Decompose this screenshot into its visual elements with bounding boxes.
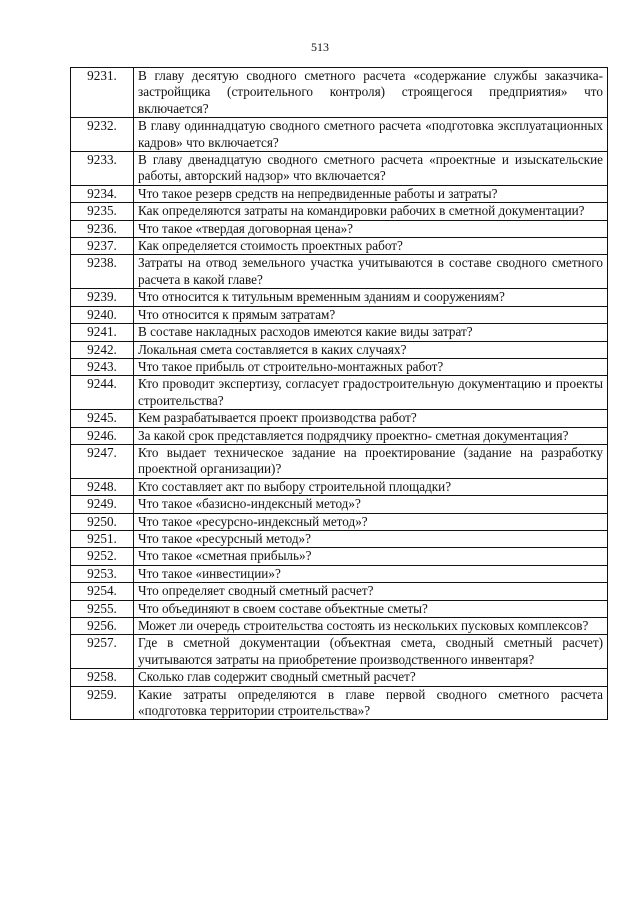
question-text: Кто проводит экспертизу, согласует градостроительную документацию и проекты строительства? (134, 376, 608, 410)
questions-table (70, 67, 608, 720)
question-text: Что такое «ресурсный метод»? (134, 530, 608, 547)
question-text: Что такое резерв средств на непредвиденные работы и затраты? (134, 185, 608, 202)
table-row (71, 427, 608, 444)
question-text: В главу одиннадцатую сводного сметного расчета «подготовка эксплуатационных кадров» что включается? (134, 118, 608, 152)
table-row (71, 255, 608, 289)
question-number: 9245. (71, 410, 134, 427)
question-number: 9253. (71, 565, 134, 582)
table-row (71, 358, 608, 375)
table-row (71, 548, 608, 565)
table-row (71, 324, 608, 341)
question-number: 9246. (71, 427, 134, 444)
question-number: 9258. (71, 669, 134, 686)
table-row (71, 118, 608, 152)
question-text: Что относится к прямым затратам? (134, 306, 608, 323)
table-row (71, 152, 608, 186)
table-row (71, 565, 608, 582)
question-text: Что определяет сводный сметный расчет? (134, 583, 608, 600)
question-text: Где в сметной документации (объектная смета, сводный сметный расчет) учитываются затраты на приобретение производственного инвентаря? (134, 635, 608, 669)
table-row (71, 444, 608, 478)
question-number: 9252. (71, 548, 134, 565)
table-row (71, 238, 608, 255)
question-number: 9234. (71, 185, 134, 202)
question-text: Что такое «инвестиции»? (134, 565, 608, 582)
question-number: 9236. (71, 220, 134, 237)
question-text: Как определяются затраты на командировки рабочих в сметной документации? (134, 203, 608, 220)
table-row (71, 185, 608, 202)
question-text: За какой срок представляется подрядчику проектно- сметная документация? (134, 427, 608, 444)
question-number: 9257. (71, 635, 134, 669)
question-number: 9256. (71, 618, 134, 635)
question-text: Как определяется стоимость проектных работ? (134, 238, 608, 255)
question-number: 9247. (71, 444, 134, 478)
question-text: Что относится к титульным временным зданиям и сооружениям? (134, 289, 608, 306)
question-text: В составе накладных расходов имеются какие виды затрат? (134, 324, 608, 341)
question-text: Сколько глав содержит сводный сметный расчет? (134, 669, 608, 686)
question-number: 9243. (71, 358, 134, 375)
question-text: Что объединяют в своем составе объектные сметы? (134, 600, 608, 617)
table-row (71, 669, 608, 686)
table-row (71, 583, 608, 600)
question-text: Что такое «базисно-индексный метод»? (134, 496, 608, 513)
table-row (71, 203, 608, 220)
question-text: Кто выдает техническое задание на проектирование (задание на разработку проектной организации)? (134, 444, 608, 478)
page-number: 513 (311, 40, 329, 54)
question-number: 9235. (71, 203, 134, 220)
question-number: 9242. (71, 341, 134, 358)
question-number: 9259. (71, 686, 134, 720)
table-row (71, 376, 608, 410)
question-text: Кем разрабатывается проект производства работ? (134, 410, 608, 427)
question-number: 9232. (71, 118, 134, 152)
question-number: 9240. (71, 306, 134, 323)
table-row (71, 410, 608, 427)
question-text: Кто составляет акт по выбору строительной площадки? (134, 478, 608, 495)
table-row (71, 478, 608, 495)
table-row (71, 530, 608, 547)
table-row (71, 220, 608, 237)
question-text: Затраты на отвод земельного участка учитываются в составе сводного сметного расчета в какой главе? (134, 255, 608, 289)
question-number: 9238. (71, 255, 134, 289)
question-text: Что такое «сметная прибыль»? (134, 548, 608, 565)
question-number: 9249. (71, 496, 134, 513)
questions-table-body (71, 68, 608, 720)
question-text: Локальная смета составляется в каких случаях? (134, 341, 608, 358)
question-text: В главу десятую сводного сметного расчета «содержание службы заказчика-застройщика (строительного контроля) строящегося предприятия» что включается? (134, 68, 608, 118)
question-text: Может ли очередь строительства состоять из нескольких пусковых комплексов? (134, 618, 608, 635)
question-number: 9244. (71, 376, 134, 410)
question-number: 9241. (71, 324, 134, 341)
table-row (71, 496, 608, 513)
table-row (71, 68, 608, 118)
table-row (71, 341, 608, 358)
table-row (71, 618, 608, 635)
question-text: В главу двенадцатую сводного сметного расчета «проектные и изыскательские работы, авторский надзор» что включается? (134, 152, 608, 186)
question-number: 9231. (71, 68, 134, 118)
table-row (71, 635, 608, 669)
table-row (71, 686, 608, 720)
question-number: 9248. (71, 478, 134, 495)
table-row (71, 289, 608, 306)
table-row (71, 306, 608, 323)
question-text: Что такое «ресурсно-индексный метод»? (134, 513, 608, 530)
question-number: 9254. (71, 583, 134, 600)
question-number: 9233. (71, 152, 134, 186)
table-row (71, 513, 608, 530)
question-number: 9255. (71, 600, 134, 617)
question-number: 9250. (71, 513, 134, 530)
question-text: Какие затраты определяются в главе первой сводного сметного расчета «подготовка территории строительства»? (134, 686, 608, 720)
question-number: 9251. (71, 530, 134, 547)
question-number: 9237. (71, 238, 134, 255)
question-text: Что такое «твердая договорная цена»? (134, 220, 608, 237)
question-number: 9239. (71, 289, 134, 306)
table-row (71, 600, 608, 617)
question-text: Что такое прибыль от строительно-монтажных работ? (134, 358, 608, 375)
